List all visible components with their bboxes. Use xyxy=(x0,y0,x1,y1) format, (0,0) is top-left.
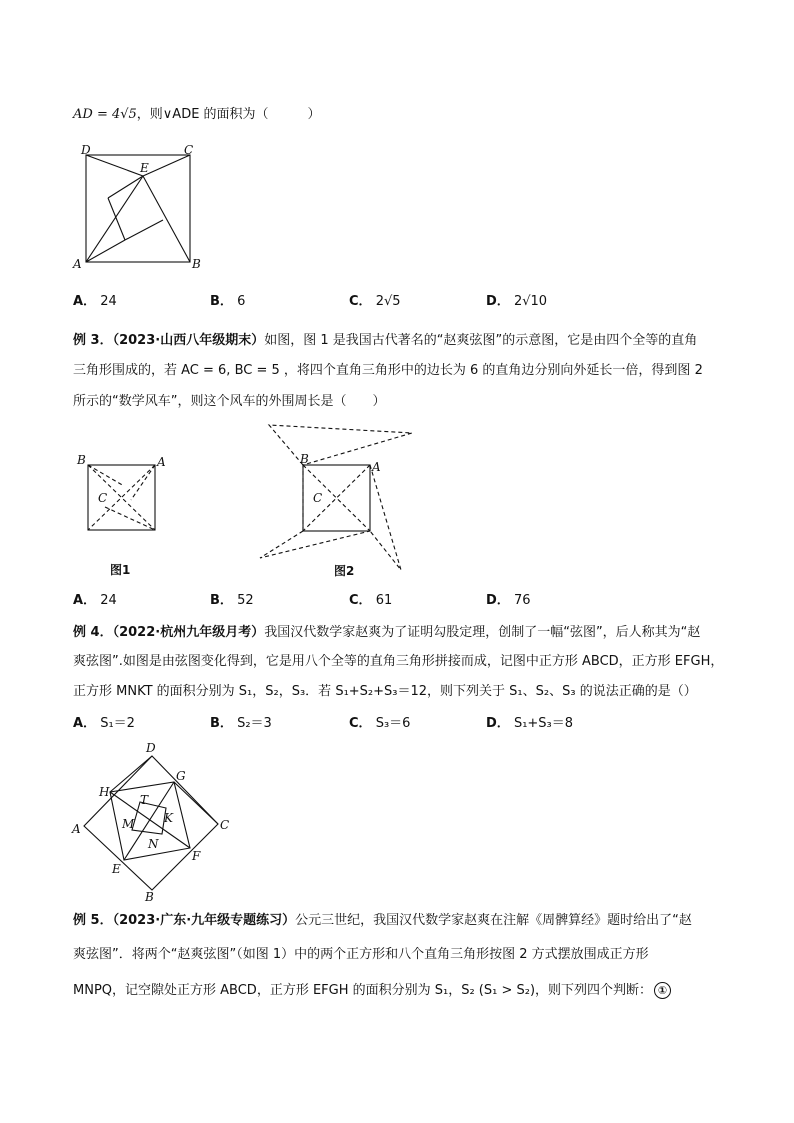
ex3-line2: 三角形围成的，若 AC = 6, BC = 5 ，将四个直角三角形中的边长为 6 的直角边分别向外延长一倍，得到图 2 xyxy=(73,363,703,378)
segment-de xyxy=(86,155,143,176)
fig1-label-a: A xyxy=(157,455,166,469)
label-c: C xyxy=(220,818,230,832)
ex5-line1: 例 5．（2023·广东·九年级专题练习）公元三世纪，我国汉代数学家赵爽在注解《周髀算经》题时给出了“赵 xyxy=(73,913,692,928)
fig1-label-c: C xyxy=(98,491,108,505)
label-g: G xyxy=(176,769,186,783)
label-d: D xyxy=(146,741,156,755)
fig2-caption: 图2 xyxy=(334,564,355,578)
label-b: B xyxy=(145,890,154,904)
label-h: H xyxy=(99,785,110,799)
fig2-label-c: C xyxy=(313,491,323,505)
ex3-options xyxy=(73,592,733,610)
label-m: M xyxy=(122,817,135,831)
ex3-option-a: A． 24 xyxy=(73,593,117,608)
ex4-line2: 爽弦图”.如图是由弦图变化得到，它是用八个全等的直角三角形拼接而成，记图中正方形 ABCD，正方形 EFGH， xyxy=(73,654,724,669)
q-prev-option-d: D． 2√10 xyxy=(486,294,548,309)
ex4-options xyxy=(73,715,733,733)
circled-number-1: ① xyxy=(654,982,671,999)
ex4-option-c: C． S₃＝6 xyxy=(349,716,411,731)
ex5-line3: MNPQ，记空隙处正方形 ABCD，正方形 EFGH 的面积分别为 S₁，S₂ (S₁ > S₂)，则下列四个判断： ① xyxy=(73,982,671,1000)
label-t: T xyxy=(140,793,149,807)
label-e: E xyxy=(140,161,149,175)
inner-1 xyxy=(108,176,143,198)
q-prev-option-c: C． 2√5 xyxy=(349,294,401,309)
fig1-label-b: B xyxy=(77,453,86,467)
ex3-line1: 例 3．（2023·山西八年级期末）如图，图 1 是我国古代著名的“赵爽弦图”的示意图，它是由四个全等的直角 xyxy=(73,333,698,348)
fig2-label-a: A xyxy=(372,460,381,474)
ex3-option-b: B． 52 xyxy=(210,593,254,608)
q-prev-options xyxy=(73,293,733,311)
label-e: E xyxy=(112,862,121,876)
q-prev-stem-math: AD = 4√5 xyxy=(73,107,137,122)
square-mnkt xyxy=(132,802,166,834)
label-k: K xyxy=(164,811,173,825)
ex3-figure-1 xyxy=(75,452,175,582)
square-abcd xyxy=(86,155,190,262)
label-f: F xyxy=(192,849,201,863)
inner-2 xyxy=(108,198,125,240)
fig2-blade-top xyxy=(269,425,412,465)
fig2-blade-right xyxy=(370,465,401,570)
ex4-line3: 正方形 MNKT 的面积分别为 S₁，S₂，S₃．若 S₁+S₂+S₃＝12，则下列关于 S₁、S₂、S₃ 的说法正确的是（） xyxy=(73,684,697,699)
inner-3 xyxy=(125,220,163,240)
fig1-caption: 图1 xyxy=(110,563,131,577)
fig2-label-b: B xyxy=(300,452,309,466)
label-c: C xyxy=(184,143,194,157)
ex3-line3: 所示的“数学风车”，则这个风车的外围周长是（ ） xyxy=(73,394,386,409)
q-prev-option-b: B． 6 xyxy=(210,294,246,309)
ex4-figure xyxy=(68,740,243,905)
segment-be xyxy=(143,176,190,262)
square-abcd xyxy=(84,756,218,890)
label-b: B xyxy=(192,257,201,271)
ex3-option-d: D． 76 xyxy=(486,593,531,608)
label-d: D xyxy=(81,143,91,157)
ex4-line1: 例 4．（2022·杭州九年级月考）我国汉代数学家赵爽为了证明勾股定理，创制了一幅“弦图”，后人称其为“赵 xyxy=(73,625,701,640)
ex4-option-a: A． S₁＝2 xyxy=(73,716,135,731)
ex4-option-b: B． S₂＝3 xyxy=(210,716,272,731)
label-a: A xyxy=(72,822,81,836)
ex3-figure-2 xyxy=(255,420,420,582)
ex3-option-c: C． 61 xyxy=(349,593,393,608)
inner-4 xyxy=(86,240,125,262)
q-prev-figure xyxy=(70,140,210,275)
ex5-line2: 爽弦图”．将两个“赵爽弦图”（如图 1）中的两个正方形和八个直角三角形按图 2 方式摆放围成正方形 xyxy=(73,947,649,962)
ex4-option-d: D． S₁+S₃＝8 xyxy=(486,716,574,731)
segment-ae xyxy=(86,176,143,262)
q-prev-stem-text: ，则∨ADE 的面积为（ ） xyxy=(136,107,321,122)
fig2-blade-left xyxy=(260,531,370,558)
label-a: A xyxy=(73,257,82,271)
segment-ce xyxy=(143,155,190,176)
q-prev-stem xyxy=(73,106,321,124)
label-n: N xyxy=(148,837,159,851)
q-prev-option-a: A． 24 xyxy=(73,294,117,309)
